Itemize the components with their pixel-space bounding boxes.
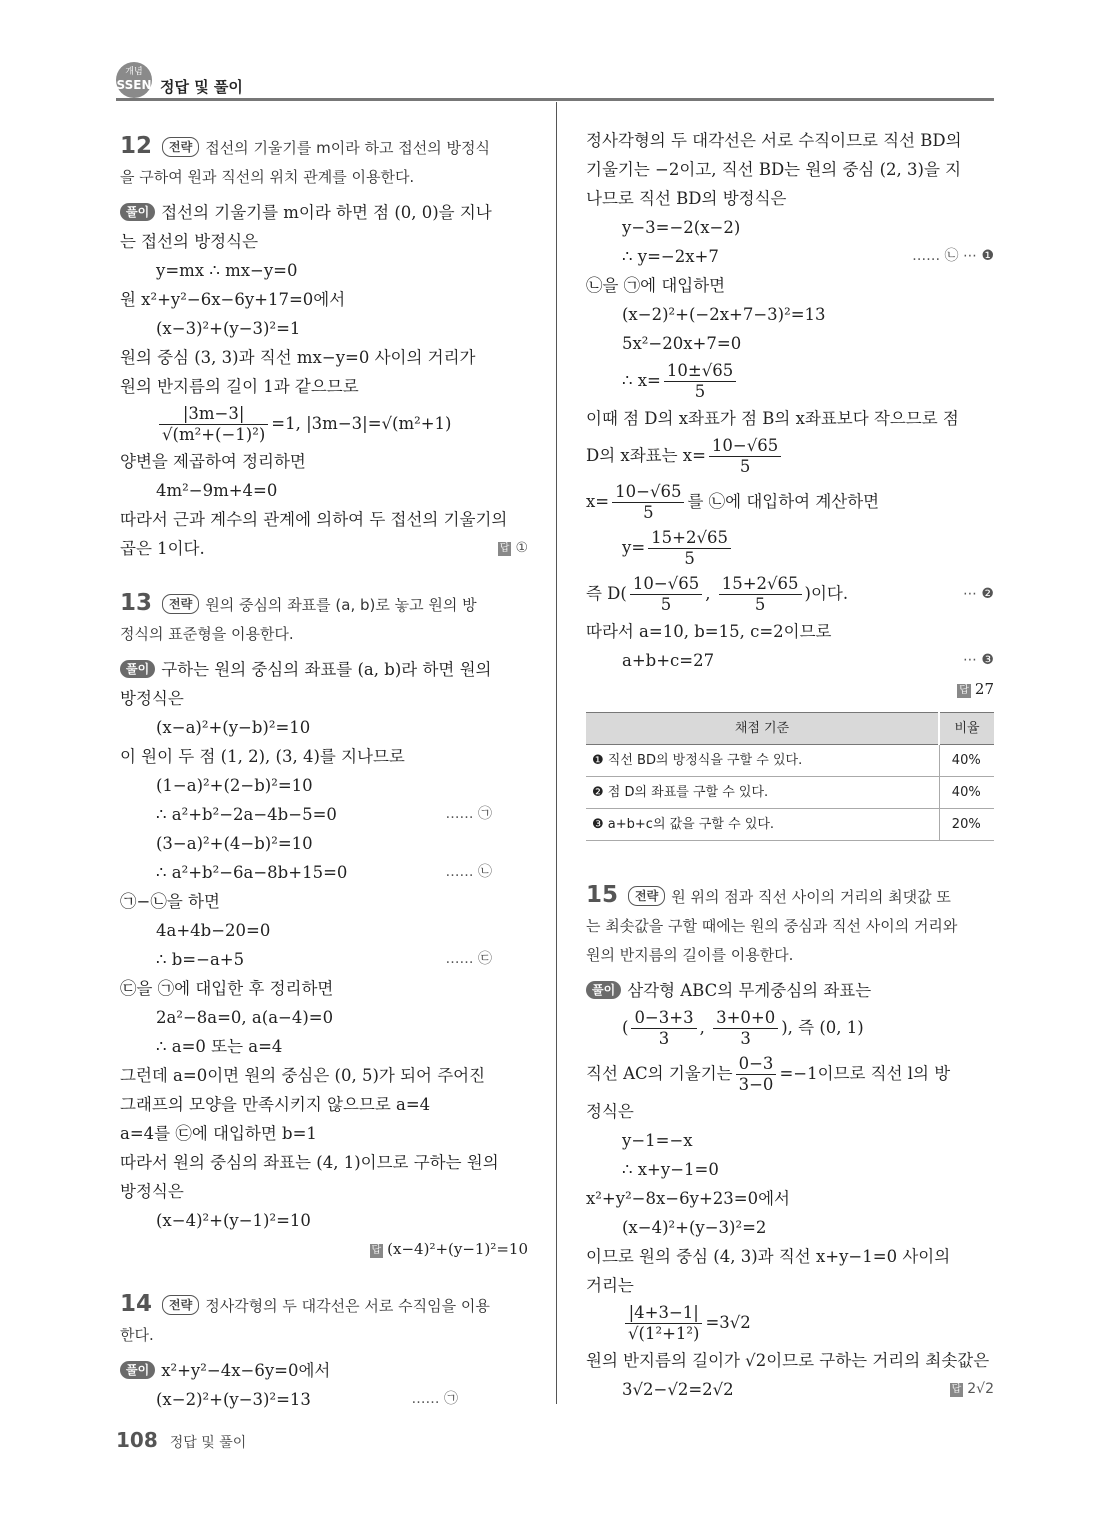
ratio-cell: 40% — [939, 745, 994, 777]
scoring-table — [586, 712, 994, 841]
solution-tag: 풀이 — [120, 660, 155, 678]
solution-text: 정식은 — [586, 1102, 634, 1121]
strategy-text: 한다. — [120, 1326, 154, 1344]
solution-tag: 풀이 — [120, 1361, 155, 1379]
equation: (x−4)²+(y−1)²=10 — [156, 1211, 311, 1230]
criteria-cell: ❶ 직선 BD의 방정식을 구할 수 있다. — [586, 745, 939, 777]
fraction-numerator: 15+2√65 — [719, 574, 802, 595]
solution-text: 기울기는 −2이고, 직선 BD는 원의 중심 (2, 3)을 지 — [586, 160, 962, 179]
fraction-numerator: |3m−3| — [159, 404, 268, 425]
strategy-text: 원 위의 점과 직선 사이의 거리의 최댓값 또 — [671, 888, 951, 906]
solution-text: 이 원이 두 점 (1, 2), (3, 4)를 지나므로 — [120, 747, 405, 766]
fraction-denominator: √(1²+1²) — [628, 1324, 700, 1343]
equation-tail: ), 즉 (0, 1) — [781, 1018, 864, 1037]
table-row — [586, 809, 994, 841]
equation: y−1=−x — [622, 1131, 693, 1150]
problem-number: 13 — [120, 590, 153, 616]
fraction-denominator: 5 — [643, 503, 654, 522]
equation: y−3=−2(x−2) — [622, 218, 741, 237]
equation-prefix: ∴ x= — [622, 371, 661, 390]
answer — [586, 675, 994, 704]
solution-text: 거리는 — [586, 1276, 634, 1295]
page-number: 108 — [116, 1428, 158, 1452]
answer-value: 2√2 — [967, 1381, 994, 1397]
brand-logo — [116, 62, 152, 98]
equation: ∴ a=0 또는 a=4 — [156, 1037, 283, 1056]
scoring-table-header — [586, 713, 994, 745]
fraction — [719, 574, 802, 615]
equation: ∴ a²+b²−2a−4b−5=0 — [156, 805, 337, 824]
fraction-denominator: 5 — [739, 457, 751, 476]
fraction-numerator: 15+2√65 — [648, 528, 731, 549]
solution-text: 그런데 a=0이면 원의 중심은 (0, 5)가 되어 주어진 — [120, 1066, 486, 1085]
solution-text: 이므로 원의 중심 (4, 3)과 직선 x+y−1=0 사이의 — [586, 1247, 951, 1266]
fraction — [630, 574, 702, 615]
fraction-denominator: 5 — [694, 382, 706, 401]
fraction-denominator: 5 — [754, 595, 766, 614]
equation — [586, 525, 994, 571]
solution-text: 곱은 1이다. — [120, 539, 205, 558]
solution-text: 를 ㉡에 대입하여 계산하면 — [687, 492, 880, 511]
equation: ∴ a²+b²−6a−8b+15=0 — [156, 863, 348, 882]
answer-icon: 답 — [951, 1384, 962, 1395]
solution-text: x²+y²−8x−6y+23=0에서 — [586, 1189, 790, 1208]
equation: 2a²−8a=0, a(a−4)=0 — [156, 1008, 334, 1027]
equation: 5x²−20x+7=0 — [622, 334, 742, 353]
left-column — [120, 126, 528, 1414]
solution-text: 접선의 기울기를 m이라 하면 점 (0, 0)을 지나 — [161, 203, 492, 222]
fraction — [713, 1008, 778, 1049]
problem-15 — [586, 881, 994, 1404]
equation-tail: =1, |3m−3|=√(m²+1) — [271, 414, 452, 433]
equation: (x−a)²+(y−b)²=10 — [156, 718, 311, 737]
solution-text: 삼각형 ABC의 무게중심의 좌표는 — [627, 981, 872, 1000]
problem-number: 14 — [120, 1291, 153, 1317]
solution-text: 방정식은 — [120, 1182, 184, 1201]
equation-marker: …… ㉢ — [445, 951, 492, 967]
equation: (3−a)²+(4−b)²=10 — [156, 834, 313, 853]
fraction-denominator: 3 — [658, 1029, 670, 1048]
solution-text: 따라서 근과 계수의 관계에 의하여 두 접선의 기울기의 — [120, 510, 508, 529]
solution-text: 그래프의 모양을 만족시키지 않으므로 a=4 — [120, 1095, 431, 1114]
fraction-denominator: 5 — [684, 549, 695, 568]
logo-top-text: 개념 — [125, 67, 143, 77]
fraction — [159, 404, 268, 445]
solution-text: 나므로 직선 BD의 방정식은 — [586, 189, 787, 208]
strategy-text: 는 최솟값을 구할 때에는 원의 중심과 직선 사이의 거리와 — [586, 917, 958, 935]
solution-text: 원의 중심 (3, 3)과 직선 mx−y=0 사이의 거리가 — [120, 348, 476, 367]
solution-text: 양변을 제곱하여 정리하면 — [120, 452, 306, 471]
solution-text: =−1이므로 직선 l의 방 — [779, 1064, 951, 1083]
strategy-text: 원의 반지름의 길이를 이용한다. — [586, 946, 794, 964]
problem-14 — [120, 1290, 528, 1414]
fraction-numerator: 0−3 — [736, 1054, 777, 1075]
fraction-numerator: 10±√65 — [664, 361, 736, 382]
solution-text: ㉠−㉡을 하면 — [120, 892, 220, 911]
answer-value: 27 — [974, 680, 994, 698]
fraction-numerator: |4+3−1| — [625, 1303, 702, 1324]
equation: ∴ b=−a+5 — [156, 950, 245, 969]
header-title: 정답 및 풀이 — [160, 78, 243, 96]
right-column — [586, 126, 994, 1404]
ratio-cell: 20% — [939, 809, 994, 841]
fraction-numerator: 10−√65 — [630, 574, 702, 595]
strategy-tag: 전략 — [162, 594, 199, 614]
table-row — [586, 745, 994, 777]
solution-text: 이때 점 D의 x좌표가 점 B의 x좌표보다 작으므로 점 — [586, 409, 959, 428]
ratio-header: 비율 — [939, 713, 994, 745]
solution-text: 정사각형의 두 대각선은 서로 수직이므로 직선 BD의 — [586, 131, 962, 150]
equation-tail: =3√2 — [705, 1313, 751, 1332]
column-divider — [556, 102, 557, 1404]
equation-prefix: y= — [622, 538, 646, 557]
footer-label: 정답 및 풀이 — [169, 1435, 247, 1451]
page-header — [116, 62, 994, 102]
problem-14-continued: 정사각형의 두 대각선은 서로 수직이므로 직선 BD의 기울기는 −2이고, 직선 BD는 원의 중심 (2, 3)을 지 나므로 직선 BD의 방정식은 y−3=−2(x−2) ∴ y=−2x+7 …… ㉡ ⋯ ❶ ㉡을 ㉠에 대입하면 (x−2)²+(−2x+7−3)²=13 5x²−20x+7=0 ∴ x= $\frac{10\pm√65}{5}$ 이때 점 D의 x좌표가 점 B의 x좌표보다 작으므로 점 D의 x좌표는 x= $\frac{10-√65}{5}$ x= $\frac{10-√65}{5}$ 를 ㉡에 대입하여 계산하면 y= $\frac{15+2√65}{5}$ 즉 D( $\frac{10-√65}{5}$ , $\frac{15+2√65}{5}$ )이다. ⋯ ❷ 따라서 a=10, b=15, c=2이므로 a+b+c=27 ⋯ ❸ 답 27 채점 기준 비율 ❶ 직선 BD의 방정식을 구할 수 있다. 40% ❷ 점 D의 좌표를 구할 수 있다. 40% ❸ a+b+c의 값을 구할 수 있다. 20% — [586, 126, 994, 841]
equation: (x−2)²+(−2x+7−3)²=13 — [622, 305, 826, 324]
strategy-text: 을 구하여 원과 직선의 위치 관계를 이용한다. — [120, 168, 415, 186]
page-footer — [116, 1428, 246, 1452]
fraction-denominator: 3 — [740, 1029, 751, 1048]
answer-icon: 답 — [371, 1245, 382, 1256]
problem-13 — [120, 589, 528, 1264]
table-row — [586, 777, 994, 809]
fraction-numerator: 0−3+3 — [631, 1008, 696, 1029]
strategy-text: 원의 중심의 좌표를 (a, b)로 놓고 원의 방 — [205, 596, 477, 614]
ratio-cell: 40% — [939, 777, 994, 809]
equation: ( $\frac{0-3+3}{3}$ , $\frac{3+0+0}{3}$ ), 즉 (0, 1) — [622, 1008, 864, 1048]
equation-marker: …… ㉠ — [445, 806, 492, 822]
solution-tag: 풀이 — [120, 203, 155, 221]
solution-text: ㉡을 ㉠에 대입하면 — [586, 276, 726, 295]
fraction-denominator: 3−0 — [738, 1075, 774, 1094]
answer — [498, 534, 528, 563]
equation-marker: …… ㉡ ⋯ ❶ — [912, 248, 994, 264]
solution-text: x= — [586, 492, 610, 511]
equation: ∴ y=−2x+7 — [622, 247, 719, 266]
fraction — [664, 361, 736, 402]
logo-bottom-text: SSEN — [116, 78, 152, 92]
strategy-text: 정식의 표준형을 이용한다. — [120, 625, 294, 643]
fraction-numerator: 10−√65 — [709, 436, 781, 457]
equation: a+b+c=27 — [622, 651, 715, 670]
solution-text: 원의 반지름의 길이가 √2이므로 구하는 거리의 최솟값은 — [586, 1351, 990, 1370]
answer-value: (x−4)²+(y−1)²=10 — [387, 1240, 528, 1258]
equation: (x−3)²+(y−3)²=1 — [156, 319, 301, 338]
fraction — [709, 436, 781, 477]
equation — [586, 1300, 994, 1346]
equation — [120, 401, 528, 447]
solution-text: D의 x좌표는 x= — [586, 446, 706, 465]
problem-12 — [120, 132, 528, 563]
solution-text: 원의 반지름의 길이 1과 같으므로 — [120, 377, 359, 396]
equation: y=mx ∴ mx−y=0 — [156, 261, 298, 280]
fraction-numerator: 3+0+0 — [713, 1008, 778, 1029]
problem-number: 15 — [586, 882, 619, 908]
equation-marker: ⋯ ❸ — [962, 652, 994, 668]
fraction-denominator: 5 — [660, 595, 672, 614]
criteria-cell: ❸ a+b+c의 값을 구할 수 있다. — [586, 809, 939, 841]
answer-value: ① — [515, 540, 528, 556]
strategy-tag: 전략 — [162, 1295, 199, 1315]
answer-icon: 답 — [499, 543, 510, 554]
answer — [950, 1375, 994, 1404]
equation: 4a+4b−20=0 — [156, 921, 271, 940]
problem-number: 12 — [120, 133, 153, 159]
equation-marker: ⋯ ❷ — [962, 586, 994, 602]
solution-text: 따라서 원의 중심의 좌표는 (4, 1)이므로 구하는 원의 — [120, 1153, 499, 1172]
strategy-tag: 전략 — [162, 137, 199, 157]
solution-text: a=4를 ㉢에 대입하면 b=1 — [120, 1124, 317, 1143]
fraction — [736, 1054, 777, 1095]
answer — [120, 1235, 528, 1264]
equation: (x−4)²+(y−3)²=2 — [622, 1218, 767, 1237]
strategy-tag: 전략 — [628, 886, 665, 906]
fraction — [625, 1303, 702, 1344]
equation: ∴ x+y−1=0 — [622, 1160, 719, 1179]
equation — [586, 358, 994, 404]
equation: (1−a)²+(2−b)²=10 — [156, 776, 313, 795]
solution-text: 즉 D( — [586, 584, 627, 603]
solution-text: )이다. — [804, 584, 849, 603]
fraction — [648, 528, 731, 569]
criteria-header: 채점 기준 — [586, 713, 939, 745]
solution-text: x²+y²−4x−6y=0에서 — [161, 1361, 331, 1380]
fraction — [612, 482, 684, 523]
solution-text: 방정식은 — [120, 689, 184, 708]
criteria-cell: ❷ 점 D의 좌표를 구할 수 있다. — [586, 777, 939, 809]
fraction — [631, 1008, 696, 1049]
solution-text: 구하는 원의 중심의 좌표를 (a, b)라 하면 원의 — [161, 660, 492, 679]
equation: 3√2−√2=2√2 — [622, 1380, 734, 1399]
strategy-text: 정사각형의 두 대각선은 서로 수직임을 이용 — [205, 1297, 490, 1315]
equation: 4m²−9m+4=0 — [156, 481, 278, 500]
header-rule — [116, 98, 994, 101]
solution-text: ㉢을 ㉠에 대입한 후 정리하면 — [120, 979, 334, 998]
solution-text: 직선 AC의 기울기는 — [586, 1064, 733, 1083]
fraction-numerator: 10−√65 — [612, 482, 684, 503]
solution-text: 원 x²+y²−6x−6y+17=0에서 — [120, 290, 346, 309]
equation: (x−2)²+(y−3)²=13 — [156, 1390, 311, 1409]
solution-text: 는 접선의 방정식은 — [120, 232, 259, 251]
solution-tag: 풀이 — [586, 981, 621, 999]
strategy-text: 접선의 기울기를 m이라 하고 접선의 방정식 — [205, 139, 490, 157]
solution-text: 따라서 a=10, b=15, c=2이므로 — [586, 622, 832, 641]
equation-marker: …… ㉡ — [445, 864, 492, 880]
answer-icon: 답 — [959, 685, 969, 696]
equation-marker: …… ㉠ — [411, 1391, 458, 1407]
fraction-denominator: √(m²+(−1)²) — [162, 425, 266, 444]
